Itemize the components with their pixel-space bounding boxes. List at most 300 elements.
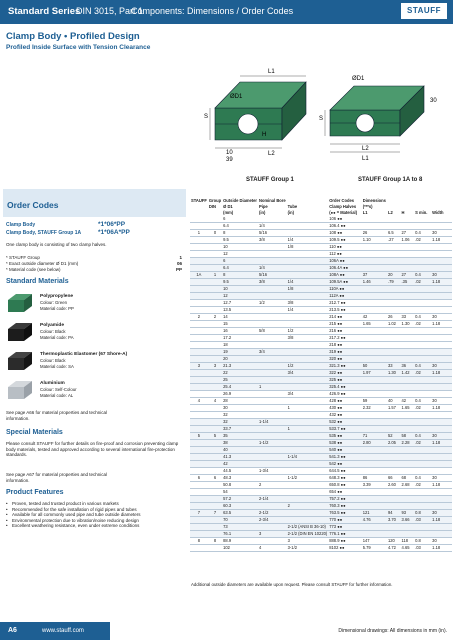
table-cell: 1.10	[362, 237, 387, 244]
table-header-cell: (mm)	[223, 210, 234, 215]
clamp-drawing-group-1a-8	[325, 86, 424, 152]
table-cell: 35	[222, 433, 258, 440]
table-cell	[431, 503, 452, 510]
table-cell	[387, 531, 401, 538]
table-cell: 3-1/2	[287, 545, 329, 552]
table-cell: 2.32	[362, 405, 387, 412]
table-row	[190, 258, 452, 265]
table-cell: 27	[401, 272, 415, 279]
table-cell	[208, 524, 222, 531]
table-cell	[190, 517, 208, 524]
table-cell: 1.65	[401, 405, 415, 412]
table-cell	[362, 223, 387, 230]
table-cell	[258, 307, 287, 314]
table-cell	[387, 286, 401, 293]
table-cell	[208, 258, 222, 265]
table-cell: 30	[431, 475, 452, 482]
table-cell	[287, 258, 329, 265]
table-cell	[190, 426, 208, 433]
table-cell: 108 ●●	[328, 230, 361, 237]
table-row	[190, 475, 452, 482]
table-cell: 3	[190, 363, 208, 370]
table-cell: 654 ●●	[328, 489, 361, 496]
page-title: Clamp Body • Profiled Design	[6, 31, 140, 42]
table-cell	[208, 349, 222, 356]
table-cell: 1.46	[362, 279, 387, 286]
page-header	[0, 0, 453, 24]
table-cell	[414, 293, 431, 300]
table-cell	[431, 524, 452, 531]
dim-h-right: 30	[430, 98, 437, 104]
table-cell	[208, 461, 222, 468]
table-row	[190, 503, 452, 510]
table-cell: 30	[431, 510, 452, 517]
table-cell	[208, 356, 222, 363]
product-features-list	[6, 501, 182, 529]
table-cell: 15	[222, 321, 258, 328]
table-cell	[414, 489, 431, 496]
table-cell: 17.2	[222, 335, 258, 342]
order-code-value-2: *1*06A*PP	[98, 229, 130, 236]
table-cell	[431, 349, 452, 356]
table-row	[190, 363, 452, 370]
table-cell: 0	[208, 230, 222, 237]
table-cell: 7	[190, 510, 208, 517]
website-link[interactable]: www.stauff.com	[42, 627, 84, 634]
table-cell: 3	[208, 363, 222, 370]
table-cell: 121	[362, 510, 387, 517]
table-cell: 3/4	[287, 391, 329, 398]
table-cell: 94	[387, 510, 401, 517]
table-cell	[287, 447, 329, 454]
page-footer	[0, 622, 453, 640]
table-cell: .02	[414, 321, 431, 328]
table-cell: 41.3	[222, 454, 258, 461]
table-cell: 0.4	[414, 363, 431, 370]
table-cell	[387, 419, 401, 426]
table-cell: 1.18	[431, 545, 452, 552]
table-cell	[431, 300, 452, 307]
table-cell	[387, 258, 401, 265]
feature-item: • Excellent weathering resistance, even under extreme conditions	[6, 523, 182, 529]
table-header-cell: Pipe	[259, 204, 268, 209]
table-cell	[208, 531, 222, 538]
table-cell: 2.05	[387, 440, 401, 447]
table-cell	[287, 496, 329, 503]
table-row	[190, 356, 452, 363]
table-cell: 2-1/2	[258, 510, 287, 517]
table-cell: 1-3/4	[258, 468, 287, 475]
table-cell	[414, 335, 431, 342]
table-cell	[287, 230, 329, 237]
order-codes-heading: Order Codes	[7, 200, 59, 210]
table-cell	[414, 265, 431, 272]
table-row	[190, 307, 452, 314]
table-row	[190, 314, 452, 321]
table-cell: 106A ●●	[328, 258, 361, 265]
table-row	[190, 461, 452, 468]
table-cell: 5/8	[258, 328, 287, 335]
table-row	[190, 405, 452, 412]
table-row	[190, 349, 452, 356]
table-cell	[258, 377, 287, 384]
table-cell: 1	[190, 230, 208, 237]
table-cell	[287, 265, 329, 272]
order-key-1: * STAUFF Group 1	[6, 255, 182, 260]
table-cell	[208, 482, 222, 489]
table-cell	[387, 384, 401, 391]
table-cell	[208, 300, 222, 307]
table-cell	[401, 293, 415, 300]
table-cell	[431, 328, 452, 335]
table-cell: 3/4	[287, 370, 329, 377]
table-cell	[258, 286, 287, 293]
table-row	[190, 391, 452, 398]
table-cell: 70	[222, 517, 258, 524]
table-header-cell: S min.	[415, 210, 428, 215]
table-cell	[362, 286, 387, 293]
table-cell: 20	[387, 272, 401, 279]
table-cell	[258, 475, 287, 482]
order-code-note: One clamp body is consisting of two clamp halves.	[6, 242, 107, 247]
table-cell	[190, 482, 208, 489]
table-cell: 2-1/2 (DIN EN 10220)	[287, 531, 328, 536]
table-cell: 109.5A ●●	[328, 279, 361, 286]
table-cell: 428 ●●	[328, 398, 361, 405]
table-cell	[258, 244, 287, 251]
table-cell: 33	[401, 314, 415, 321]
table-cell: 1/8	[287, 244, 329, 251]
table-cell: 217.2 ●●	[328, 335, 361, 342]
table-cell: .03	[414, 517, 431, 524]
table-cell	[431, 461, 452, 468]
table-cell: 8	[190, 538, 208, 545]
table-cell	[414, 244, 431, 251]
table-cell: 760.3 ●●	[328, 503, 361, 510]
table-cell: 0.4	[414, 398, 431, 405]
table-cell	[258, 335, 287, 342]
table-cell	[362, 503, 387, 510]
table-cell	[431, 419, 452, 426]
table-cell: 33	[387, 363, 401, 370]
table-cell	[208, 321, 222, 328]
table-cell	[208, 503, 222, 510]
table-cell	[414, 426, 431, 433]
table-cell: 325.4 ●●	[328, 384, 361, 391]
table-cell	[190, 496, 208, 503]
table-cell	[258, 370, 287, 377]
table-cell: 432 ●●	[328, 412, 361, 419]
table-cell	[387, 335, 401, 342]
table-cell: 1.18	[431, 370, 452, 377]
table-cell: 106.4A ●●	[328, 265, 361, 272]
table-cell	[414, 391, 431, 398]
table-cell	[401, 489, 415, 496]
special-materials-heading: Special Materials	[6, 429, 63, 436]
table-row	[190, 384, 452, 391]
table-cell: 106.4 ●●	[328, 223, 361, 230]
table-cell: .02	[414, 405, 431, 412]
aluminium-swatch	[6, 379, 34, 401]
table-cell	[258, 433, 287, 440]
table-cell	[258, 342, 287, 349]
table-cell	[431, 377, 452, 384]
table-cell: 16	[222, 328, 258, 335]
table-cell: 50.8	[222, 482, 258, 489]
table-cell	[387, 461, 401, 468]
table-cell: 1.65	[362, 321, 387, 328]
dim-l1-left: L1	[268, 69, 275, 75]
table-cell	[431, 384, 452, 391]
table-row	[190, 517, 452, 524]
table-cell	[190, 349, 208, 356]
table-cell	[190, 454, 208, 461]
table-cell	[208, 335, 222, 342]
table-cell	[401, 412, 415, 419]
table-cell: 4	[208, 398, 222, 405]
feature-item: • Recommended for the safe installation of rigid pipes and tubes	[6, 507, 182, 513]
table-cell	[362, 335, 387, 342]
table-cell	[287, 419, 329, 426]
table-cell	[387, 468, 401, 475]
table-cell	[287, 293, 329, 300]
table-cell: 213.5 ●●	[328, 307, 361, 314]
table-row	[190, 496, 452, 503]
table-cell: 40	[222, 447, 258, 454]
table-cell	[208, 517, 222, 524]
table-cell	[208, 391, 222, 398]
table-row	[190, 545, 452, 552]
table-cell	[208, 237, 222, 244]
table-cell	[401, 328, 415, 335]
table-cell: 60.3	[222, 503, 258, 510]
table-cell	[401, 503, 415, 510]
table-cell	[431, 356, 452, 363]
table-cell: 4.65	[401, 545, 415, 552]
table-header-cell: L1	[362, 210, 368, 215]
dimensions-table	[190, 198, 452, 552]
table-cell: 325 ●●	[328, 377, 361, 384]
table-cell	[190, 307, 208, 314]
table-row	[190, 265, 452, 272]
table-cell	[362, 300, 387, 307]
table-cell	[362, 356, 387, 363]
table-cell: 42	[222, 461, 258, 468]
table-cell	[258, 538, 287, 545]
dim-od-left: ØD1	[230, 94, 243, 100]
page-number: A6	[8, 627, 17, 634]
table-cell: 3/8	[258, 237, 287, 244]
table-cell: 8	[208, 538, 222, 545]
table-cell: 6	[190, 475, 208, 482]
table-row	[190, 468, 452, 475]
table-cell: 6	[208, 475, 222, 482]
table-cell	[414, 300, 431, 307]
table-cell	[190, 300, 208, 307]
table-cell: 42	[401, 398, 415, 405]
table-cell	[258, 293, 287, 300]
table-cell: 66	[387, 475, 401, 482]
table-cell: 2.80	[362, 440, 387, 447]
table-cell: 6.4	[222, 265, 258, 272]
table-cell	[431, 391, 452, 398]
table-cell: .03	[414, 545, 431, 552]
table-cell: 532 ●●	[328, 419, 361, 426]
table-cell	[287, 356, 329, 363]
table-cell	[401, 342, 415, 349]
table-cell	[414, 531, 431, 538]
table-cell	[362, 244, 387, 251]
table-cell: 1.18	[431, 440, 452, 447]
dim-w1-left: 10	[226, 150, 233, 156]
table-cell: 3/8	[258, 279, 287, 286]
table-cell	[387, 426, 401, 433]
table-cell	[401, 244, 415, 251]
table-note: Additional outside diameters are available upon request. Please consult STAUFF for further information.	[191, 582, 393, 587]
table-cell: 30	[431, 230, 452, 237]
table-cell: .02	[414, 482, 431, 489]
table-cell	[362, 328, 387, 335]
table-cell: 1/4	[287, 237, 329, 244]
table-row	[190, 328, 452, 335]
table-cell: 3.66	[401, 517, 415, 524]
table-cell	[362, 412, 387, 419]
table-header-cell: Group	[208, 198, 222, 203]
table-cell	[431, 307, 452, 314]
table-cell: 5	[208, 433, 222, 440]
table-cell	[414, 349, 431, 356]
table-cell: 110A ●●	[328, 286, 361, 293]
table-cell: 430 ●●	[328, 405, 361, 412]
feature-item: • Environmental protection due to vibration/noise reducing design	[6, 518, 182, 524]
table-cell: 1.18	[431, 405, 452, 412]
table-cell: 1/2	[258, 300, 287, 307]
table-cell	[362, 251, 387, 258]
table-cell	[208, 377, 222, 384]
table-cell	[258, 314, 287, 321]
table-cell: 26	[362, 230, 387, 237]
table-row	[190, 433, 452, 440]
table-cell: 110 ●●	[328, 244, 361, 251]
table-cell	[258, 356, 287, 363]
table-cell: 8102 ●●	[328, 545, 361, 552]
table-cell	[208, 447, 222, 454]
table-cell	[208, 454, 222, 461]
table-cell	[431, 258, 452, 265]
page-subtitle: Profiled Inside Surface with Tension Clearance	[6, 44, 151, 51]
table-cell	[387, 244, 401, 251]
table-row	[190, 377, 452, 384]
table-cell	[208, 244, 222, 251]
table-cell: 19	[222, 349, 258, 356]
table-cell: 9.5	[222, 237, 258, 244]
table-cell: 32	[222, 412, 258, 419]
table-row	[190, 237, 452, 244]
table-cell	[362, 265, 387, 272]
table-cell	[362, 454, 387, 461]
table-cell	[431, 251, 452, 258]
table-cell	[208, 412, 222, 419]
table-cell: 5/16	[258, 230, 287, 237]
table-cell: 73	[222, 524, 258, 531]
table-cell	[414, 356, 431, 363]
table-cell	[208, 328, 222, 335]
table-cell: 1/4	[258, 265, 287, 272]
table-header-cell: (in)	[287, 210, 295, 215]
table-cell: 30	[431, 538, 452, 545]
table-cell	[190, 405, 208, 412]
clamp-drawing-group-1	[210, 76, 306, 148]
table-cell: 1/4	[287, 307, 329, 314]
table-cell: 1	[208, 272, 222, 279]
table-cell	[287, 377, 329, 384]
table-cell	[190, 251, 208, 258]
table-cell	[362, 531, 387, 538]
table-cell	[208, 496, 222, 503]
table-cell: 2-3/4	[258, 517, 287, 524]
table-cell: 1.57	[387, 405, 401, 412]
table-cell	[414, 496, 431, 503]
table-row	[190, 251, 452, 258]
table-row	[190, 300, 452, 307]
table-row	[190, 244, 452, 251]
table-cell: 6	[222, 216, 258, 223]
table-cell	[414, 251, 431, 258]
table-row	[190, 272, 452, 279]
table-header-cell: (***s)	[362, 204, 373, 209]
table-cell: .02	[414, 237, 431, 244]
table-cell	[387, 412, 401, 419]
table-header-cell: Nominal Bore	[259, 198, 286, 203]
dim-w2-left: 39	[226, 157, 233, 163]
table-cell	[387, 454, 401, 461]
table-cell: 59	[362, 398, 387, 405]
group-1a-8-label: STAUFF Group 1A to 8	[358, 177, 423, 183]
table-cell: 54	[222, 489, 258, 496]
table-cell: 108A ●●	[328, 272, 361, 279]
table-cell	[190, 293, 208, 300]
table-cell	[414, 419, 431, 426]
table-cell	[387, 503, 401, 510]
table-cell	[190, 244, 208, 251]
table-cell	[387, 391, 401, 398]
table-cell: 1.97	[362, 370, 387, 377]
table-cell	[401, 356, 415, 363]
table-cell	[414, 503, 431, 510]
table-cell: 1-1/4	[287, 454, 329, 461]
table-cell: 1-1/2	[287, 475, 329, 482]
table-cell	[287, 440, 329, 447]
table-cell: 1.02	[387, 321, 401, 328]
table-cell: 4	[190, 398, 208, 405]
table-cell	[190, 377, 208, 384]
table-cell: 4.76	[362, 517, 387, 524]
table-cell: 1/2	[287, 328, 329, 335]
table-cell	[414, 307, 431, 314]
table-cell	[387, 300, 401, 307]
dim-od-right: ØD1	[352, 76, 365, 82]
table-cell: 50	[362, 363, 387, 370]
table-cell	[208, 440, 222, 447]
table-cell	[208, 265, 222, 272]
table-cell	[431, 426, 452, 433]
table-cell	[208, 286, 222, 293]
table-cell	[401, 496, 415, 503]
table-row	[190, 538, 452, 545]
table-cell	[387, 349, 401, 356]
table-cell: 6.5	[387, 230, 401, 237]
table-cell: 218 ●●	[328, 342, 361, 349]
